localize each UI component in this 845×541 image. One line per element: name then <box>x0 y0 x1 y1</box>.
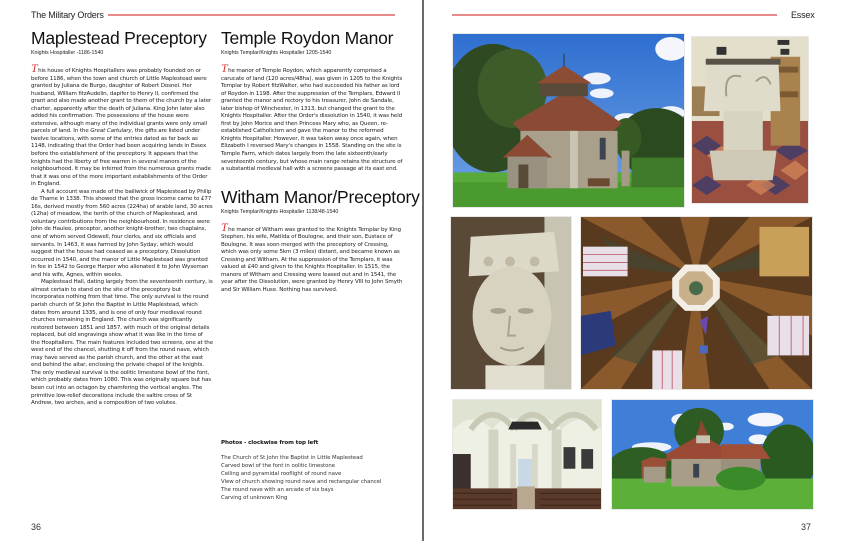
maplestead-column <box>31 28 213 408</box>
running-head-right: Essex <box>791 10 815 20</box>
witham-body <box>221 219 405 295</box>
italic-text: Great Cartulary <box>90 128 132 135</box>
drop-cap: T <box>221 219 228 234</box>
body-paragraph <box>221 219 405 295</box>
caption-line: Ceiling and pyramidal rooflight of round nave <box>221 471 342 478</box>
captions-title: Photos - clockwise from top left <box>221 440 319 446</box>
page-spine-divider <box>422 0 424 541</box>
temple-roydon-body <box>221 61 405 174</box>
temple-roydon-subtitle: Knights Templar/Knights Hospitaller 1205-1540 <box>221 50 332 56</box>
caption-line: Carved bowl of the font in oolitic limestone <box>221 463 335 470</box>
page-number-right: 37 <box>801 522 812 532</box>
running-head-left: The Military Orders <box>31 10 104 20</box>
photo-captions <box>221 440 411 503</box>
photo-church-chancel-view <box>611 399 814 510</box>
caption-line: View of church showing round nave and rectangular chancel <box>221 479 382 486</box>
text-run: Maplestead Hall, dating largely from the seventeenth century, is almost certain to stand on the site of the preceptory but incorporates nothing from that time. The only survival is the round parish church of St John the Baptist in Little Maplestead, which dates from around 1335, and is one of only four medieval round churches remaining in England. The church was significantly restored between 1851 and 1857, with much of the original details replaced, but old engravings show what it was like in the time of the Hospitallers. The main features included two screens, one at the west end of the chancel, shutting it off from the round nave, which may have served as the parish church, and the other at the east end behind the altar, enclosing the private chapel of the knights. The only medieval survival is the oolitic limestone bowl of the font, which probably dates from 1080. This was originally square but has been cut into an octagon by chamfering the vertical angles. The primitive low-relief decorations include the saltire cross of St Andrew, two arches, and a composition of two volutes. <box>31 279 213 407</box>
text-run: he manor of Temple Roydon, which apparently comprised a carucate of land (120 acres/48ha), was given in 1205 to the Knights Templar by Robert fitzWalter, who had succeeded his father as lord of Roydon in 1198. After the suppression of the Templars, Edward II granted the manor and rectory to his treasurer, John de Sandale, later bishop of Winchester, in 1313, but changed the grant to the Knights Hospitaller. After the Order's dissolution in 1540, it was held first by John Morice and then Princess Mary who, as Queen, re-established Catholicism and gave the manor to the reformed Knights Hospitaller. However, it was taken away once again, when Elizabeth I reversed Mary's changes in 1558. Standing on the site is Temple Farm, which dates largely from the late sixteenth/early seventeenth century, but whose main range retains the structure of a substantial medieval hall with a screens passage at its east end. <box>221 68 403 173</box>
maplestead-title: Maplestead Preceptory <box>31 28 207 48</box>
photo-carved-king <box>450 216 572 390</box>
maplestead-body <box>31 61 213 408</box>
body-paragraph <box>31 61 213 189</box>
text-run: his house of Knights Hospitallers was probably founded on or before 1186, when the town and church of Little Maplestead were granted by Juliana de Burgo, daughter of Robert Dosnel. Her husband, William fitzAudelin, dapifer to Henry II, confirmed the grant and also made another grant to them of the church by a later charter, apparently after the death of Juliana. King John later also added his confirmation. The possessions of the house were extensive, although many of the individual grants were only small parcels of land. In the <box>31 68 212 135</box>
photo-font <box>691 36 809 204</box>
header-rule-right <box>452 14 777 16</box>
page-number-left: 36 <box>31 522 42 532</box>
witham-section <box>221 186 420 295</box>
roydon-witham-column <box>221 28 420 295</box>
body-paragraph <box>31 279 213 407</box>
text-run: , the gifts are listed under twelve locations, with some of the entries dated as far back as 1148, indicating that the Order had been acquiring lands in Essex before the establishment of the preceptory. It appears that the knights had the liberty of free warren in several manors of the neighbourhood. It may be inferred from the numerous grants made that it was one of the more important establishments of the Order in England. <box>31 128 211 188</box>
caption-line: Carving of unknown King <box>221 495 288 502</box>
caption-line: The round nave with an arcade of six bays <box>221 487 334 494</box>
photo-church-exterior <box>452 33 685 208</box>
text-run: he manor of Witham was granted to the Knights Templar by King Stephen, his wife, Matilda of Boulogne, and their son, Eustace of Boulogne. It was soon merged with the preceptory of Cressing, which was only some 5km (3 miles) distant, and became known as Cressing and Witham. At the suppression of the Templars, it was valued at £40 and given to the Knights Hospitaller. In 1515, the manors of Witham and Cressing were leased out and in 1541, the year after the Dissolution, were granted by Henry VIII to John Smyth and Sir William Huse. Nothing has survived. <box>221 226 403 294</box>
body-paragraph <box>221 61 405 174</box>
caption-line: The Church of St John the Baptist in Little Maplestead <box>221 455 363 461</box>
drop-cap: T <box>31 61 38 75</box>
maplestead-subtitle: Knights Hospitaller -1186-1540 <box>31 50 104 56</box>
photo-ceiling-rooflight <box>580 216 813 390</box>
witham-title: Witham Manor/Preceptory <box>221 186 420 207</box>
photo-nave-arcade <box>452 399 602 510</box>
text-run: A full account was made of the bailiwick of Maplestead by Philip de Thame in 1338. This showed that the gross income came to £77 16s, derived mostly from 560 acres (224ha) of arable land, 30 acres (12ha) of meadow, the tenth of the church of Maplestead, and voluntary contributions from the neighbourhood. In residence were John de Haulee, preceptor, another knight-brother, two chaplains, one of whom served Odewell, four clerks, and six officials and servants. In 1463, it was farmed by John Syday, which would suggest that the house had ceased as a preceptory. Dissolution occurred in 1540, and the manor of Little Maplestead was granted in fee in 1542 to George Harper who alienated it to John Wyseman and his wife, Agnes, within weeks. <box>31 188 213 278</box>
body-paragraph <box>31 189 213 280</box>
temple-roydon-title: Temple Roydon Manor <box>221 28 394 48</box>
drop-cap: T <box>221 61 228 75</box>
header-rule-left <box>108 14 395 16</box>
witham-subtitle: Knights Templar/Knights Hospitaller 1138/48-1540 <box>221 208 339 215</box>
